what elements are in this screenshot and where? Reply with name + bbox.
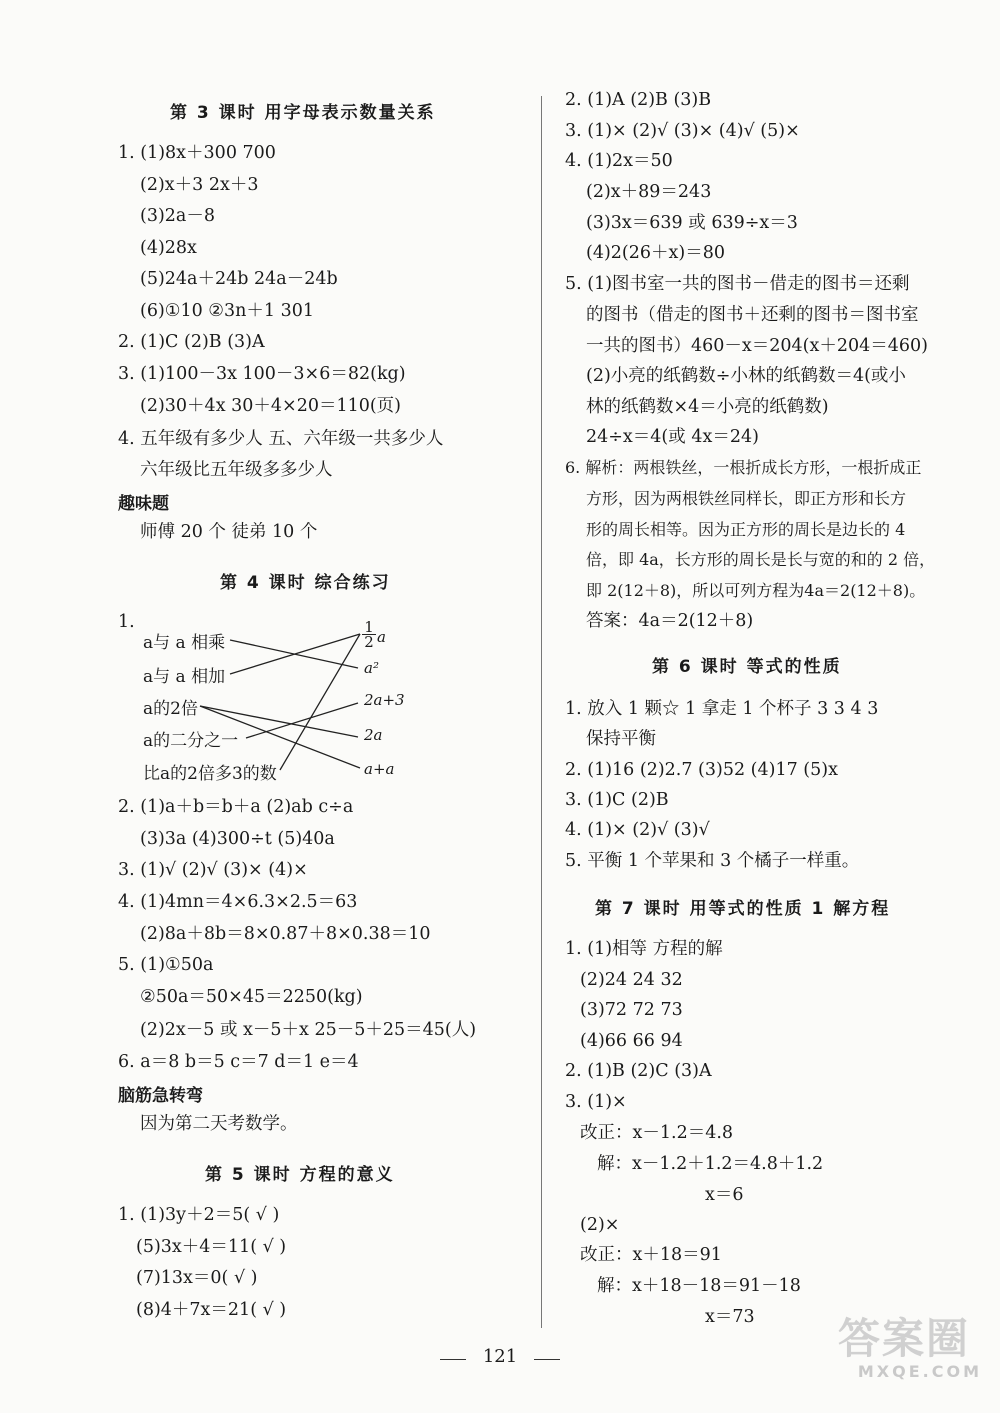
- lesson6-title: 第 6 课时 等式的性质: [652, 657, 842, 677]
- answer-line: 即 2(12＋8)，所以可列方程为4a＝2(12＋8)。: [586, 581, 926, 600]
- fun-question-answer: 师傅 20 个 徒弟 10 个: [140, 522, 318, 542]
- column-divider: [541, 96, 542, 1328]
- page-number: 121: [482, 1346, 518, 1367]
- answer-line: 一共的图书）460－x＝204(x＋204＝460): [586, 336, 929, 356]
- answer-line: 形的周长相等。因为正方形的周长是边长的 4: [586, 520, 906, 539]
- answer-line: ②50a＝50×45＝2250(kg): [140, 987, 363, 1007]
- lesson4-title: 第 4 课时 综合练习: [220, 573, 391, 593]
- answer-line: (6)①10 ②3n＋1 301: [140, 301, 315, 321]
- answer-line: (2)x＋3 2x＋3: [140, 175, 259, 195]
- answer-line: (2)×: [580, 1215, 620, 1235]
- answer-line: 24÷x＝4(或 4x＝24): [586, 427, 759, 447]
- answer-line: 解：x＋18－18＝91－18: [597, 1276, 801, 1296]
- answer-line: 3. (1)C (2)B: [565, 790, 669, 810]
- fraction-denominator: 2: [362, 634, 376, 649]
- matching-right-item: 2a+3: [364, 691, 405, 709]
- matching-left-item: a与 a 相乘: [143, 633, 226, 653]
- fun-question-title: 趣味题: [118, 494, 169, 514]
- matching-right-item: a+a: [364, 760, 395, 778]
- answer-line: 6. a＝8 b＝5 c＝7 d＝1 e＝4: [118, 1052, 359, 1072]
- answer-line: 5. (1)①50a: [118, 955, 214, 975]
- matching-left-item: 比a的2倍多3的数: [143, 764, 277, 784]
- fraction-numerator: 1: [364, 618, 374, 636]
- answer-line: 保持平衡: [586, 729, 656, 749]
- matching-number: 1.: [118, 612, 135, 632]
- matching-right-item: 2a: [364, 726, 383, 744]
- answer-line: x＝6: [705, 1185, 744, 1205]
- watermark-url: MXQE.COM: [857, 1362, 982, 1381]
- brain-teaser-title: 脑筋急转弯: [118, 1086, 203, 1106]
- answer-line: 4. 五年级有多少人 五、六年级一共多少人: [118, 429, 444, 449]
- answer-line: (4)2(26＋x)＝80: [586, 243, 725, 263]
- brain-teaser-answer: 因为第二天考数学。: [140, 1114, 298, 1134]
- answer-line: 3. (1)√ (2)√ (3)× (4)×: [118, 860, 308, 880]
- answer-line: 5. 平衡 1 个苹果和 3 个橘子一样重。: [565, 851, 860, 871]
- matching-left-item: a的二分之一: [143, 731, 239, 751]
- answer-line: 3. (1)× (2)√ (3)× (4)√ (5)×: [565, 121, 800, 141]
- answer-line: 5. (1)图书室一共的图书－借走的图书＝还剩: [565, 274, 910, 294]
- answer-line: 答案：4a＝2(12＋8): [586, 611, 754, 631]
- answer-line: (3)3a (4)300÷t (5)40a: [140, 829, 335, 849]
- lesson3-title: 第 3 课时 用字母表示数量关系: [170, 103, 436, 123]
- answer-line: 3. (1)100－3x 100－3×6＝82(kg): [118, 364, 406, 384]
- answer-line: 1. (1)相等 方程的解: [565, 939, 723, 959]
- matching-left-item: a的2倍: [143, 699, 198, 719]
- answer-line: (7)13x＝0( √ ): [136, 1268, 258, 1288]
- match-line: [200, 706, 360, 768]
- answer-line: 改正：x＋18＝91: [580, 1245, 722, 1265]
- answer-line: (5)3x＋4＝11( √ ): [136, 1237, 287, 1257]
- matching-left-item: a与 a 相加: [143, 667, 226, 687]
- answer-line: (8)4＋7x＝21( √ ): [136, 1300, 287, 1320]
- answer-line: 方形，因为两根铁丝同样长，即正方形和长方: [586, 489, 907, 508]
- answer-line: (3)2a－8: [140, 206, 215, 226]
- answer-line: (2)24 24 32: [580, 970, 683, 990]
- lesson7-title: 第 7 课时 用等式的性质 1 解方程: [595, 899, 891, 919]
- lesson5-title: 第 5 课时 方程的意义: [205, 1165, 395, 1185]
- answer-line: (3)3x＝639 或 639÷x＝3: [586, 213, 798, 233]
- answer-line: 4. (1)2x＝50: [565, 151, 673, 171]
- answer-line: 3. (1)×: [565, 1092, 627, 1112]
- answer-line: 4. (1)4mn＝4×6.3×2.5＝63: [118, 892, 358, 912]
- answer-line: (5)24a＋24b 24a－24b: [140, 269, 338, 289]
- answer-line: 1. 放入 1 颗☆ 1 拿走 1 个杯子 3 3 4 3: [565, 699, 879, 719]
- answer-line: (2)2x－5 或 x－5＋x 25－5＋25＝45(人): [140, 1020, 477, 1040]
- answer-line: 六年级比五年级多多少人: [140, 460, 333, 480]
- answer-line: 1. (1)3y＋2＝5( √ ): [118, 1205, 280, 1225]
- answer-line: 改正：x－1.2＝4.8: [580, 1123, 734, 1143]
- answer-line: (4)28x: [140, 238, 197, 258]
- answer-line: 2. (1)A (2)B (3)B: [565, 90, 712, 110]
- answer-line: 2. (1)C (2)B (3)A: [118, 332, 265, 352]
- answer-line: 解：x－1.2＋1.2＝4.8＋1.2: [597, 1154, 824, 1174]
- answer-line: 6. 解析：两根铁丝，一根折成长方形，一根折成正: [565, 458, 922, 477]
- answer-line: 林的纸鹤数×4＝小亮的纸鹤数): [586, 397, 829, 417]
- answer-line: (4)66 66 94: [580, 1031, 683, 1051]
- page-number-dash-right: [534, 1359, 560, 1360]
- answer-line: 4. (1)× (2)√ (3)√: [565, 820, 710, 840]
- answer-line: 2. (1)a＋b＝b＋a (2)ab c÷a: [118, 797, 354, 817]
- answer-line: x＝73: [705, 1307, 755, 1327]
- answer-line: 2. (1)B (2)C (3)A: [565, 1061, 712, 1081]
- answer-line: 2. (1)16 (2)2.7 (3)52 (4)17 (5)x: [565, 760, 838, 780]
- matching-right-item: a: [377, 628, 386, 646]
- answer-line: (2)8a＋8b＝8×0.87＋8×0.38＝10: [140, 924, 431, 944]
- answer-line: (3)72 72 73: [580, 1000, 683, 1020]
- answer-line: 的图书（借走的图书＋还剩的图书＝图书室: [586, 305, 919, 325]
- answer-line: (2)小亮的纸鹤数÷小林的纸鹤数＝4(或小: [586, 366, 906, 386]
- watermark-logo: 答案圈: [838, 1314, 971, 1363]
- matching-right-item: a²: [364, 659, 379, 677]
- answer-line: (2)30＋4x 30＋4×20＝110(页): [140, 396, 402, 416]
- answer-line: 1. (1)8x＋300 700: [118, 143, 276, 163]
- answer-line: (2)x＋89＝243: [586, 182, 712, 202]
- answer-line: 倍，即 4a，长方形的周长是长与宽的和的 2 倍，: [586, 550, 936, 569]
